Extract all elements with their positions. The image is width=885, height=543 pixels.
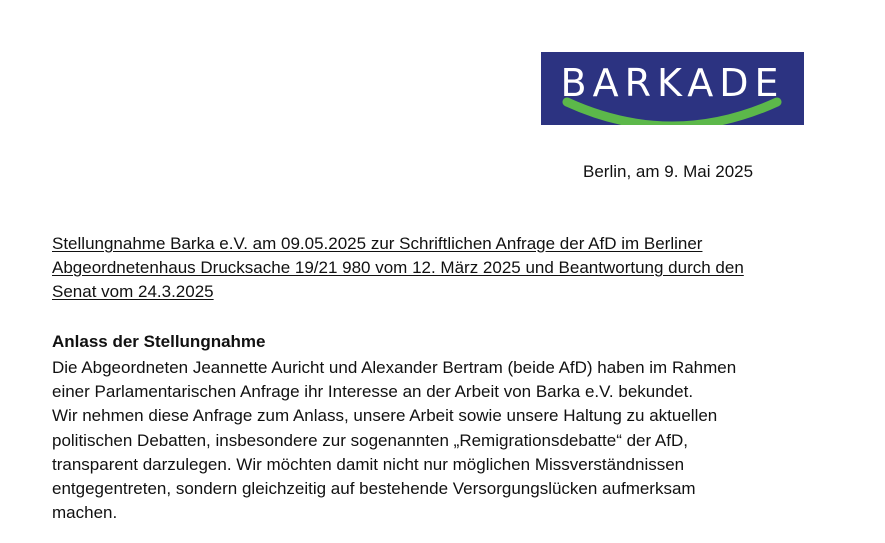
logo-text: BARKADE [560,61,785,105]
barka-logo [541,52,804,125]
body-paragraph [52,356,852,525]
heading-line: Senat vom 24.3.2025 [52,282,214,301]
body-line: Wir nehmen diese Anfrage zum Anlass, unsere Arbeit sowie unsere Haltung zu aktuellen [52,406,718,426]
document-heading [52,232,852,304]
date-line: Berlin, am 9. Mai 2025 [583,162,754,181]
body-line: machen. [52,503,118,523]
body-line: politischen Debatten, insbesondere zur sogenannten „Remigrationsdebatte“ der AfD, [52,430,688,450]
section-title: Anlass der Stellungnahme [52,332,266,351]
body-line: entgegentreten, sondern gleichzeitig auf bestehende Versorgungslücken aufmerksam [52,479,696,499]
heading-line: Stellungnahme Barka e.V. am 09.05.2025 zur Schriftlichen Anfrage der AfD im Berliner [52,234,703,253]
body-line: einer Parlamentarischen Anfrage ihr Interesse an der Arbeit von Barka e.V. bekundet. [52,382,694,402]
heading-line: Abgeordnetenhaus Drucksache 19/21 980 vom 12. März 2025 und Beantwortung durch den [52,258,744,277]
body-line: Die Abgeordneten Jeannette Auricht und Alexander Bertram (beide AfD) haben im Rahmen [52,358,737,377]
body-line: transparent darzulegen. Wir möchten damit nicht nur möglichen Missverständnissen [52,454,685,474]
